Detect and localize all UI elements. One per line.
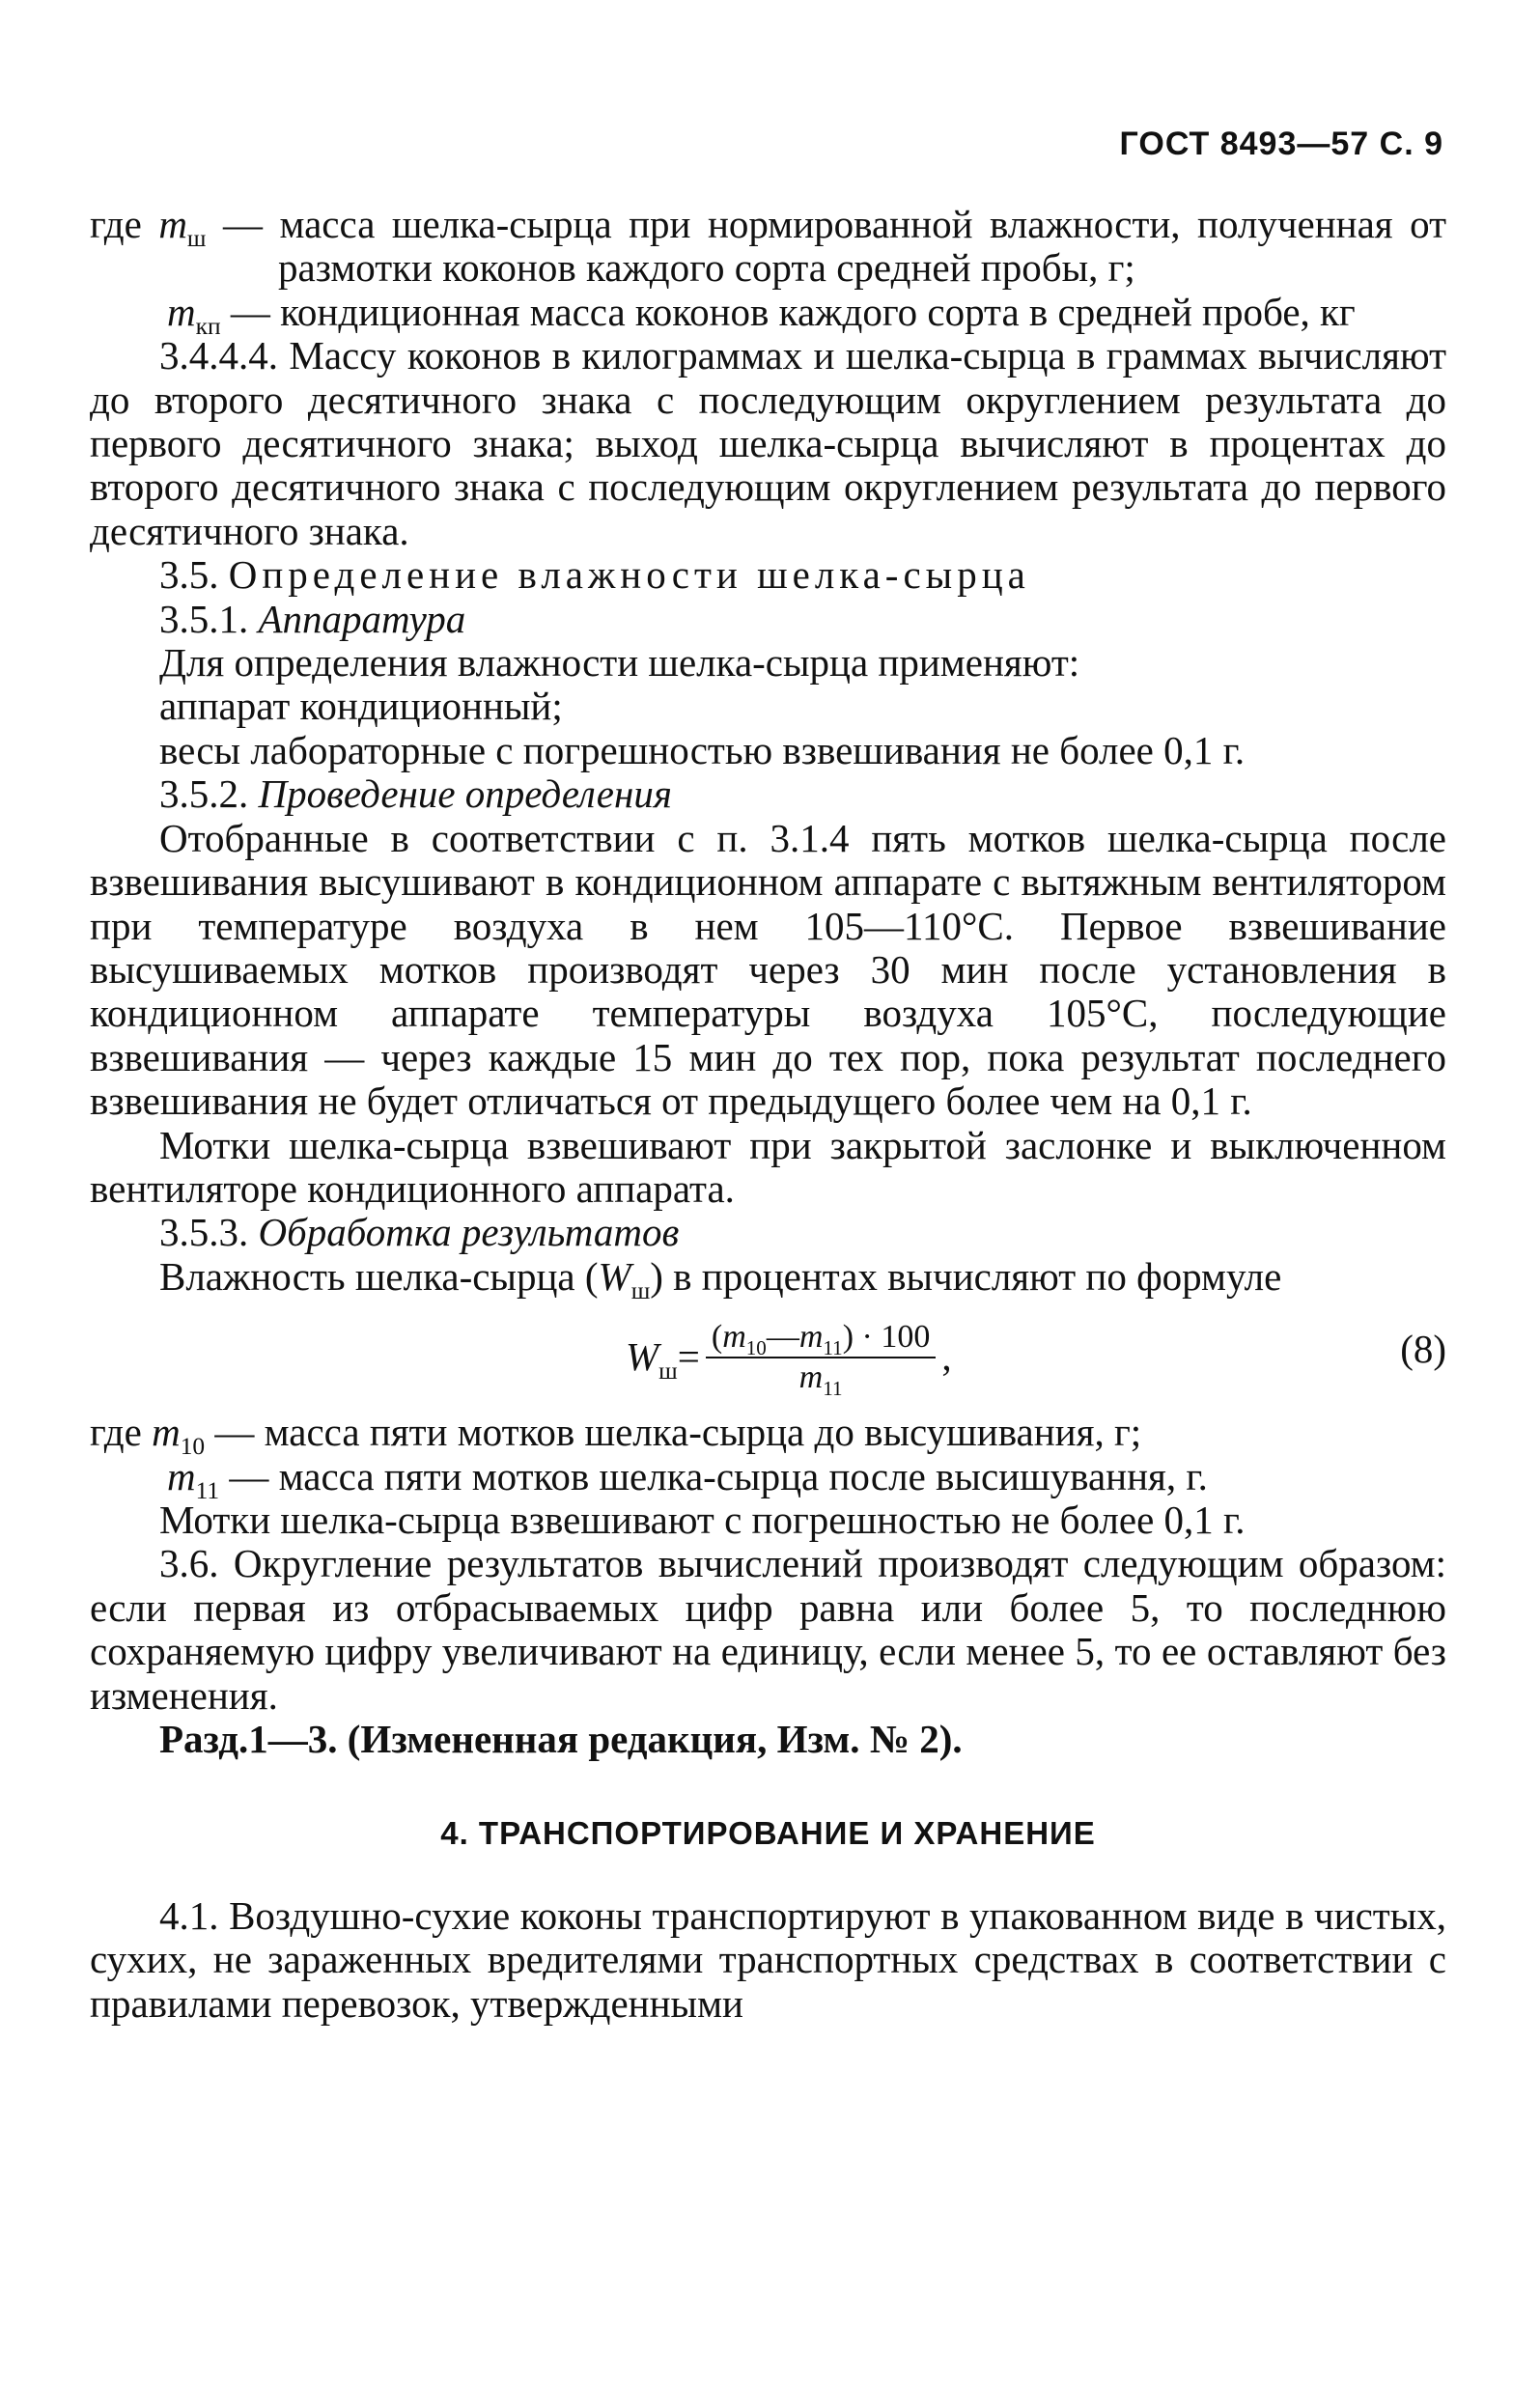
symbol-m-sh <box>158 202 207 253</box>
definition-m11 <box>90 1453 1446 1504</box>
section-number: 3.5. <box>159 552 229 598</box>
formula-lhs <box>626 1334 678 1386</box>
definition-m-sh <box>90 203 1446 291</box>
symbol-m-kp <box>167 289 221 340</box>
definition-m10 <box>90 1410 1446 1461</box>
paren-multiplier: ) · 100 <box>842 1319 931 1356</box>
section-number: 3.5.3. <box>159 1210 259 1255</box>
where-label: где <box>90 1410 153 1455</box>
symbol-letter: m <box>152 1410 181 1455</box>
formula-8 <box>90 1308 1446 1405</box>
symbol-m11 <box>167 1453 220 1504</box>
paragraph-3-5-3 <box>90 1253 1446 1304</box>
section-number: 3.5.1. <box>159 596 259 641</box>
symbol-m10 <box>152 1410 206 1461</box>
equation-number: (8) <box>1400 1327 1446 1372</box>
definition-text: — кондиционная масса коконов каждого сорта в средней пробе, кг <box>220 289 1356 334</box>
section-title: Обработка результатов <box>258 1210 680 1255</box>
paragraph-3-4-4-4: 3.4.4.4. Массу коконов в килограммах и шелка-сырца в граммах вычисляют до второго десятичного знака с последующим округлением результата до первого десятичного знака; выход шелка-сырца вычисляют в процентах до второго десятичного знака с последующим округлением результата до первого десятичного знака. <box>90 333 1446 553</box>
minus-sign: — <box>766 1319 799 1356</box>
document-body <box>90 203 1446 2026</box>
apparatus-item: весы лабораторные с погрешностью взвешивания не более 0,1 г. <box>159 727 1246 772</box>
definition-text: — масса пяти мотков шелка-сырца до высушивания, г; <box>205 1410 1142 1455</box>
formula-fraction <box>706 1318 936 1400</box>
paragraph-weighing: Мотки шелка-сырца взвешивают с погрешностью не более 0,1 г. <box>159 1497 1246 1542</box>
definition-text: — масса пяти мотков шелка-сырца после высишування, г. <box>219 1453 1208 1498</box>
apparatus-item: аппарат кондиционный; <box>159 684 563 729</box>
paren: ( <box>711 1319 723 1356</box>
where-label: где <box>90 202 159 246</box>
symbol-letter: W <box>626 1334 659 1380</box>
symbol-subscript: ш <box>630 1276 651 1304</box>
paragraph-3-6: 3.6. Округление результатов вычислений производят следующим образом: если первая из отбрасываемых цифр равна или более 5, то последнюю сохраняемую цифру увеличивают на единицу, если менее 5, то ее оставляют без изменения. <box>90 1541 1446 1718</box>
formula-comma: , <box>941 1334 952 1380</box>
definition-text: — масса шелка-сырца при нормированной влажности, полученная от размотки коконов каждого сорта средней пробы, г; <box>206 202 1446 291</box>
symbol-subscript: 10 <box>745 1335 767 1359</box>
paragraph-3-5-2-a: Отобранные в соответствии с п. 3.1.4 пять мотков шелка-сырца после взвешивания высушивают в кондиционном аппарате с вытяжным вентилятором при температуре воздуха в нем 105—110°С. Первое взвешивание высушиваемых мотков производят через 30 мин после установления в кондиционном аппарате температуры воздуха 105°С, последующие взвешивания — через каждые 15 мин до тех пор, пока результат последнего взвешивания не будет отличаться от предыдущего более чем на 0,1 г. <box>90 815 1446 1124</box>
symbol-letter: m <box>167 1453 196 1498</box>
text-run: Влажность шелка-сырца ( <box>159 1253 599 1299</box>
section-3-5-1-heading <box>90 598 1446 641</box>
text-run: ) в процентах вычисляют по формуле <box>650 1253 1282 1299</box>
section-3-5-2-heading <box>90 772 1446 816</box>
section-title: Аппаратура <box>258 596 466 641</box>
page-header: ГОСТ 8493—57 С. 9 <box>1119 126 1443 162</box>
section-3-5-heading <box>90 553 1446 597</box>
symbol-letter: m <box>798 1319 824 1356</box>
symbol-letter: m <box>167 289 196 334</box>
apparatus-intro: Для определения влажности шелка-сырца применяют: <box>159 640 1080 686</box>
symbol-letter: m <box>158 202 187 246</box>
definition-m-kp <box>90 289 1446 340</box>
symbol-subscript: 11 <box>823 1376 843 1400</box>
equals-sign: = <box>677 1334 700 1380</box>
section-title: Определение влажности шелка-сырца <box>228 552 1030 598</box>
symbol-subscript: 11 <box>195 1476 220 1504</box>
symbol-subscript: ш <box>186 225 207 253</box>
symbol-letter: W <box>598 1253 631 1299</box>
paragraph-3-5-2-b: Мотки шелка-сырца взвешивают при закрытой заслонке и выключенном вентиляторе кондиционного аппарата. <box>90 1122 1446 1211</box>
symbol-w-sh <box>598 1253 651 1304</box>
symbol-subscript: ш <box>658 1358 678 1386</box>
symbol-subscript: 11 <box>823 1335 843 1359</box>
fraction-numerator <box>706 1318 936 1358</box>
symbol-letter: m <box>722 1319 746 1356</box>
section-3-5-3-heading <box>90 1211 1446 1254</box>
symbol-subscript: 10 <box>180 1433 206 1461</box>
paragraph-4-1: 4.1. Воздушно-сухие коконы транспортируют в упакованном виде в чистых, сухих, не зараженных вредителями транспортных средствах в соответствии с правилами перевозок, утвержденными <box>90 1892 1446 2026</box>
fraction-denominator <box>798 1358 843 1400</box>
formula-expression <box>626 1318 952 1400</box>
section-number: 3.5.2. <box>159 771 259 817</box>
section-title: Проведение определения <box>258 771 672 817</box>
symbol-letter: m <box>798 1359 824 1396</box>
symbol-subscript: кп <box>195 313 221 340</box>
amendment-note: Разд.1—3. (Измененная редакция, Изм. № 2). <box>159 1717 963 1761</box>
section-4-title: 4. ТРАНСПОРТИРОВАНИЕ И ХРАНЕНИЕ <box>440 1815 1096 1852</box>
